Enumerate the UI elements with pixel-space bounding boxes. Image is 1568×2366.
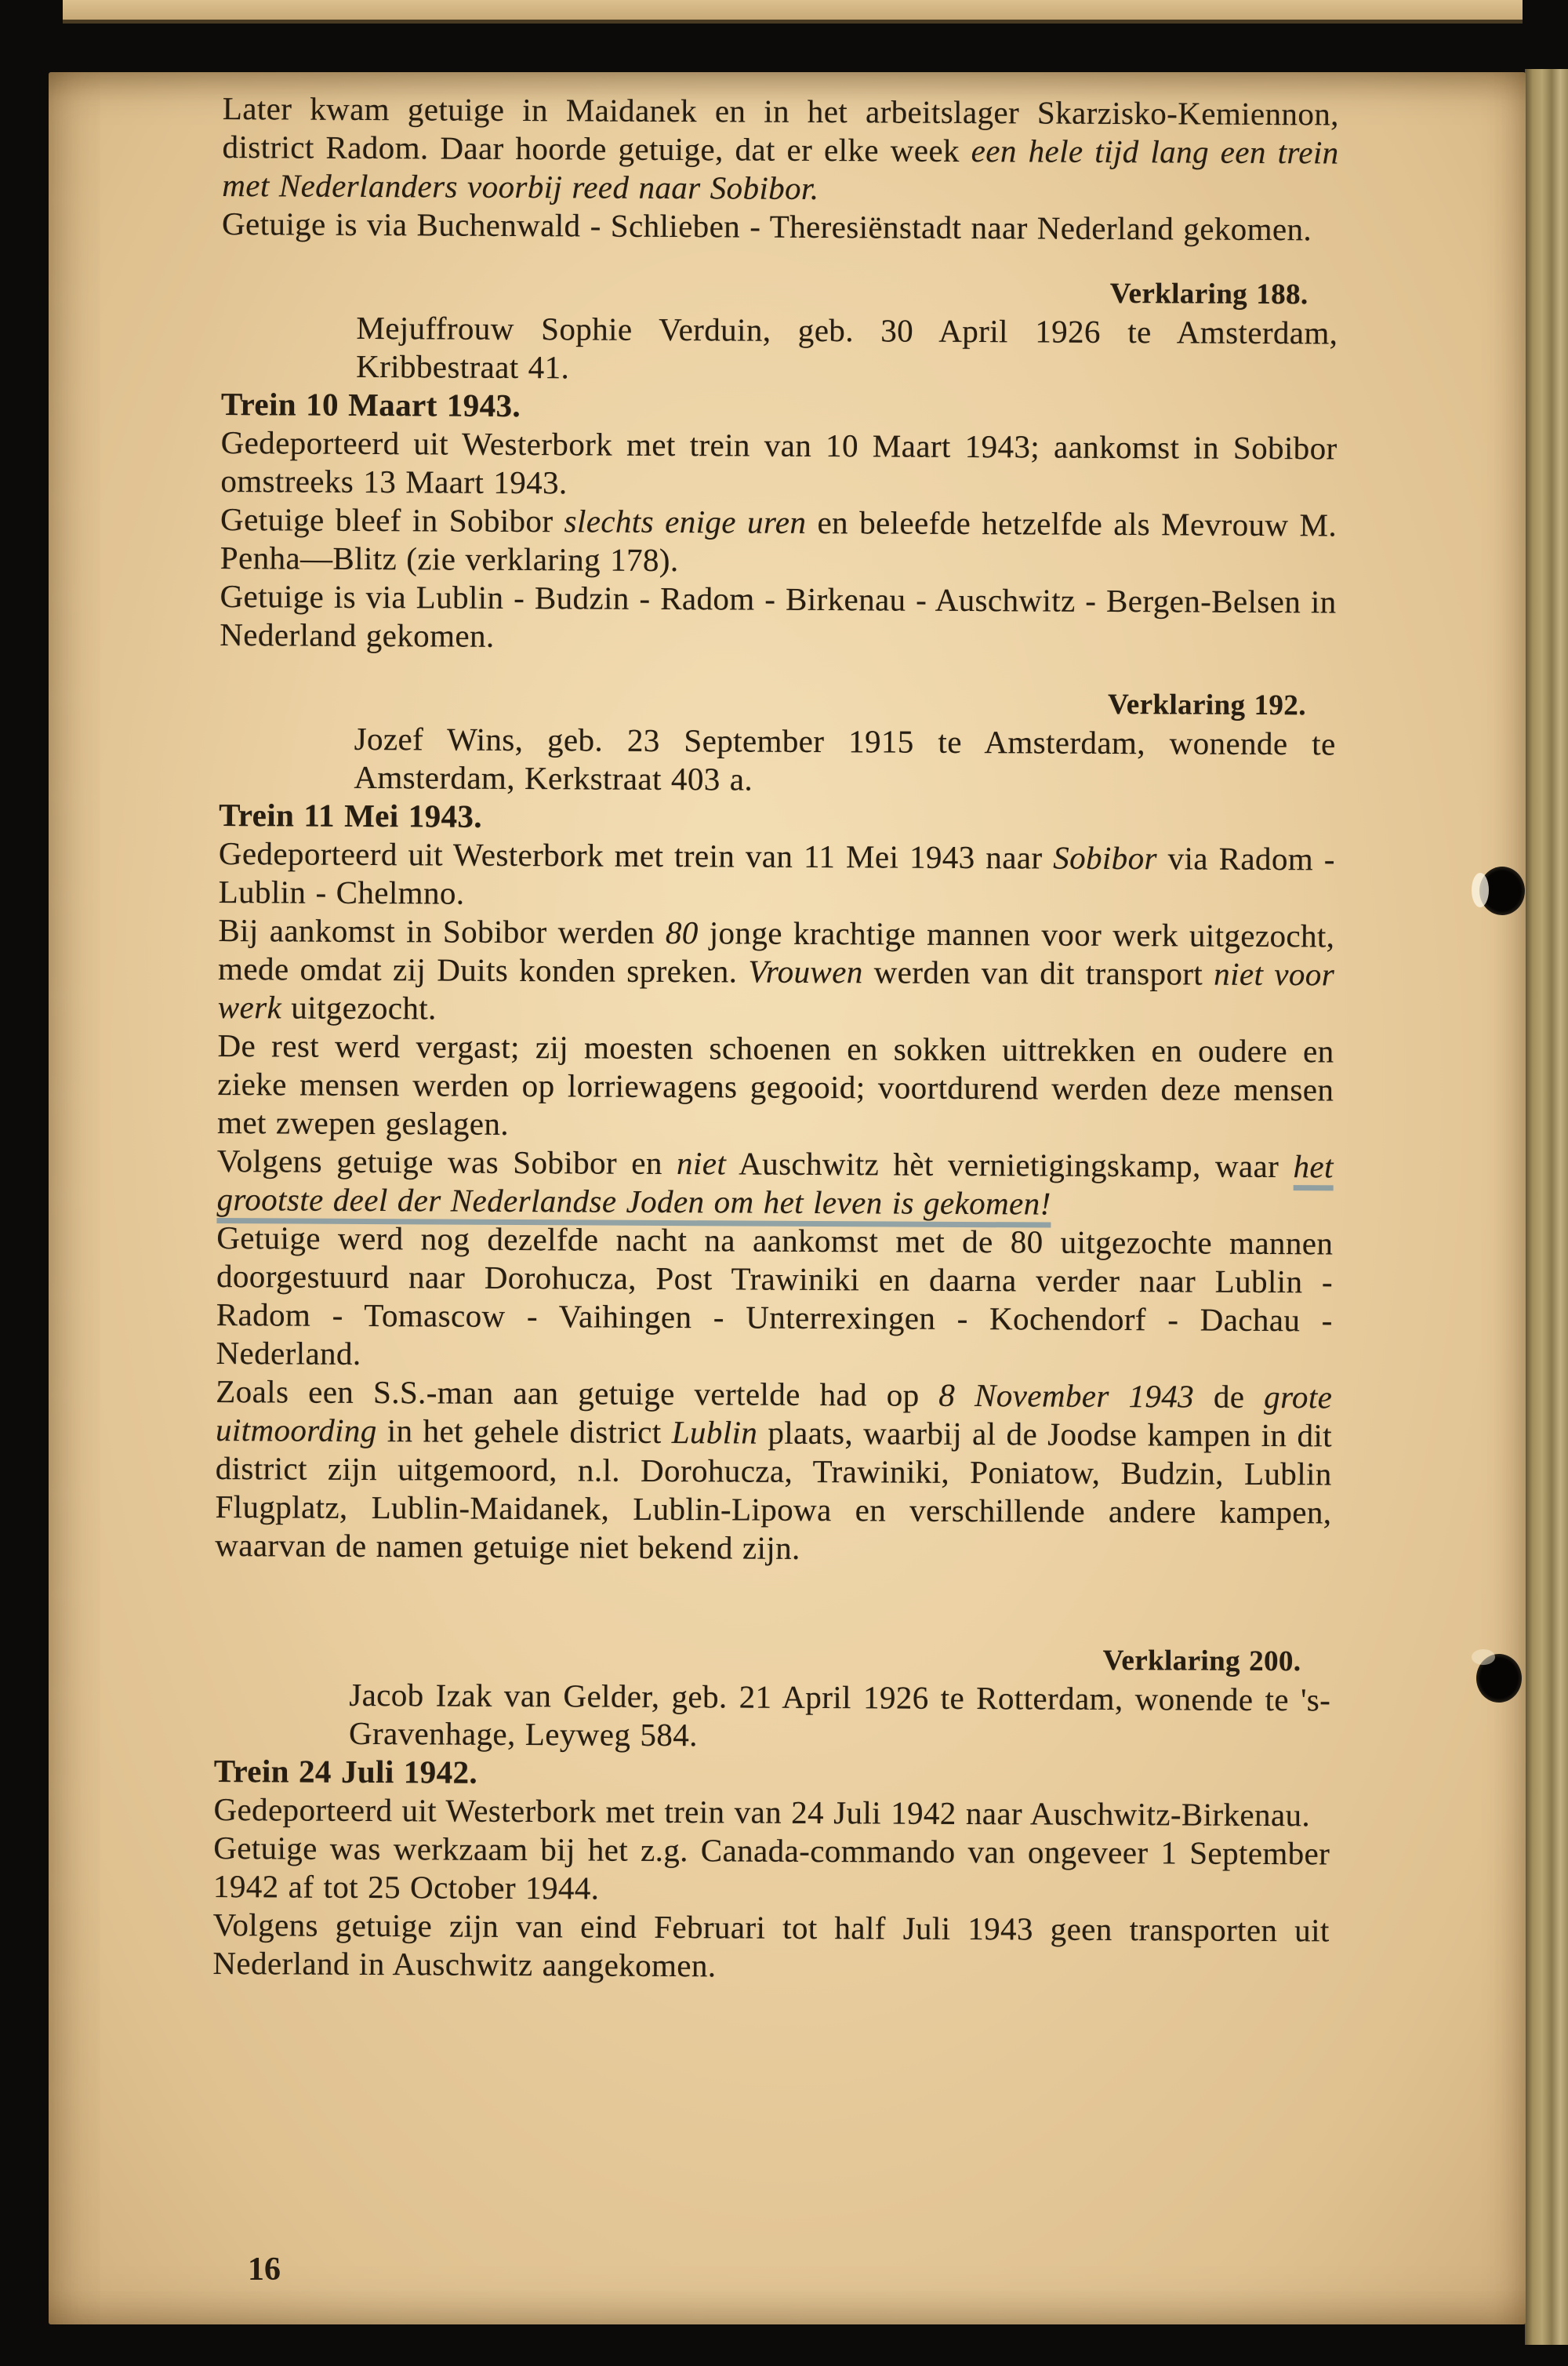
statement-number-heading xyxy=(220,681,1336,725)
train-heading xyxy=(221,385,1338,429)
italic-phrase: een hele tijd lang een trein met Nederlanders voorbij reed naar Sobibor. xyxy=(222,133,1339,206)
witness-details xyxy=(349,1676,1330,1758)
text-run: Getuige was werkzaam bij het z.g. Canada-commando van ongeveer 1 September 1942 af tot 25 October 1944. xyxy=(212,1829,1330,1906)
text-run: Jozef Wins, geb. 23 September 1915 te Amsterdam, wonende te Amsterdam, Kerkstraat 403 a. xyxy=(354,720,1336,798)
train-heading xyxy=(214,1752,1330,1796)
paragraph xyxy=(220,423,1337,506)
text-run: jonge krachtige mannen voor werk uitgezocht, mede omdat zij Duits konden spreken. xyxy=(218,914,1335,990)
statement-number-heading xyxy=(222,270,1338,314)
paragraph xyxy=(216,1219,1333,1378)
scanned-page xyxy=(49,72,1526,2324)
italic-phrase: niet voor werk xyxy=(217,955,1335,1026)
text-run: Mejuffrouw Sophie Verduin, geb. 30 April 1926 te Amsterdam, Kribbestraat 41. xyxy=(356,309,1338,386)
text-run: De rest werd vergast; zij moesten schoenen en sokken uittrekken en oudere en zieke mensen werden op lorriewagens gegooid; voortdurend werden deze mensen met zwepen geslagen. xyxy=(216,1027,1334,1142)
italic-phrase: niet xyxy=(676,1145,727,1182)
text-run: Jacob Izak van Gelder, geb. 21 April 1926 te Rotterdam, wonende te 's-Gravenhage, Leyweg 584. xyxy=(348,1676,1331,1754)
text-run: de xyxy=(1194,1378,1265,1415)
italic-phrase: 80 xyxy=(665,914,699,951)
text-run: en beleefde hetzelfde als Mevrouw M. Penha—Blitz (zie verklaring 178). xyxy=(220,503,1338,579)
statement-number-heading xyxy=(214,1637,1330,1681)
italic-phrase: 8 November 1943 xyxy=(938,1376,1195,1415)
text-run: Getuige is via Lublin - Budzin - Radom - Birkenau - Auschwitz - Bergen-Belsen in Nederland gekomen. xyxy=(220,577,1337,654)
italic-phrase: slechts enige uren xyxy=(564,503,807,540)
text-run: Bij aankomst in Sobibor werden xyxy=(218,911,666,950)
text-run: Gedeporteerd uit Westerbork met trein van 10 Maart 1943; aankomst in Sobibor omstreeks 13 Maart 1943. xyxy=(220,423,1338,501)
paragraph xyxy=(219,834,1335,917)
paragraph xyxy=(218,911,1335,1032)
text-run: Gedeporteerd uit Westerbork met trein van 11 Mei 1943 naar xyxy=(218,834,1054,876)
paragraph xyxy=(213,1790,1330,1834)
paragraph xyxy=(215,1372,1332,1570)
italic-phrase: Sobibor xyxy=(1053,839,1158,877)
text-run: Gedeporteerd uit Westerbork met trein van 24 Juli 1942 naar Auschwitz-Birkenau. xyxy=(213,1790,1311,1834)
text-run: uitgezocht. xyxy=(281,989,437,1027)
paragraph xyxy=(212,1906,1329,1988)
text-run: Volgens getuige was Sobibor en xyxy=(216,1142,677,1182)
text-run: Getuige bleef in Sobibor xyxy=(220,500,564,540)
underlined-phrase: het grootste deel der Nederlandse Joden om het leven is gekomen! xyxy=(216,1148,1334,1227)
train-heading xyxy=(219,796,1335,840)
text-run: via Radom - Lublin - Chelmno. xyxy=(218,840,1336,911)
paragraph xyxy=(217,1027,1334,1147)
witness-details xyxy=(354,720,1335,802)
text-run: Volgens getuige zijn van eind Februari tot half Juli 1943 geen transporten uit Nederland in Auschwitz aangekomen. xyxy=(212,1906,1330,1984)
text-run: Verklaring 192. xyxy=(1107,688,1307,722)
text-run: Later kwam getuige in Maidanek en in het arbeitslager Skarzisko-Kemiennon, district Radom. Daar hoorde getuige, dat er elke week xyxy=(222,89,1339,169)
vertical-gap xyxy=(215,1565,1331,1615)
punch-hole-bottom xyxy=(1476,1654,1522,1703)
text-run: Trein 11 Mei 1943. xyxy=(219,796,483,834)
text-run: Verklaring 188. xyxy=(1109,277,1308,311)
text-run: Trein 10 Maart 1943. xyxy=(220,385,521,423)
adjacent-pages-edge xyxy=(1525,69,1568,2345)
witness-details xyxy=(356,309,1338,391)
text-run: plaats, waarbij al de Joodse kampen in dit district zijn uitgemoord, n.l. Dorohucza, Trawiniki, Poniatow, Budzin, Lublin Flugplatz, Lublin-Maidanek, Lublin-Lipowa en verschillende andere kampen, waarvan de namen getuige niet bekend zijn. xyxy=(215,1414,1333,1566)
italic-phrase: Vrouwen xyxy=(748,953,863,990)
text-run: Zoals een S.S.-man aan getuige vertelde had op xyxy=(216,1372,939,1413)
previous-page-edge xyxy=(63,0,1523,24)
text-run: Verklaring 200. xyxy=(1102,1644,1301,1678)
text-run: Auschwitz hèt vernietigingskamp, waar xyxy=(726,1145,1294,1185)
punch-hole-top xyxy=(1479,867,1525,915)
page-text xyxy=(212,89,1339,1988)
paragraph xyxy=(222,89,1339,210)
paragraph xyxy=(216,1142,1333,1224)
paragraph xyxy=(220,577,1336,660)
italic-phrase: Lublin xyxy=(671,1414,758,1451)
paragraph xyxy=(220,500,1337,583)
text-run: Getuige is via Buchenwald - Schlieben - Theresiënstadt naar Nederland gekomen. xyxy=(221,205,1312,248)
paragraph xyxy=(213,1829,1330,1911)
italic-phrase: grote uitmoording xyxy=(215,1378,1333,1449)
text-run: Getuige werd nog dezelfde nacht na aankomst met de 80 uitgezochte mannen doorgestuurd naar Dorohucza, Post Trawiniki en daarna verder naar Lublin - Radom - Tomascow - Vaihingen - Unterrexingen - Kochendorf - Dachau - Nederland. xyxy=(216,1219,1334,1372)
text-run: werden van dit transport xyxy=(862,954,1214,992)
paragraph xyxy=(222,205,1338,249)
text-run: Trein 24 Juli 1942. xyxy=(213,1752,478,1790)
page-number: 16 xyxy=(248,2252,281,2288)
text-run: in het gehele district xyxy=(376,1412,672,1451)
